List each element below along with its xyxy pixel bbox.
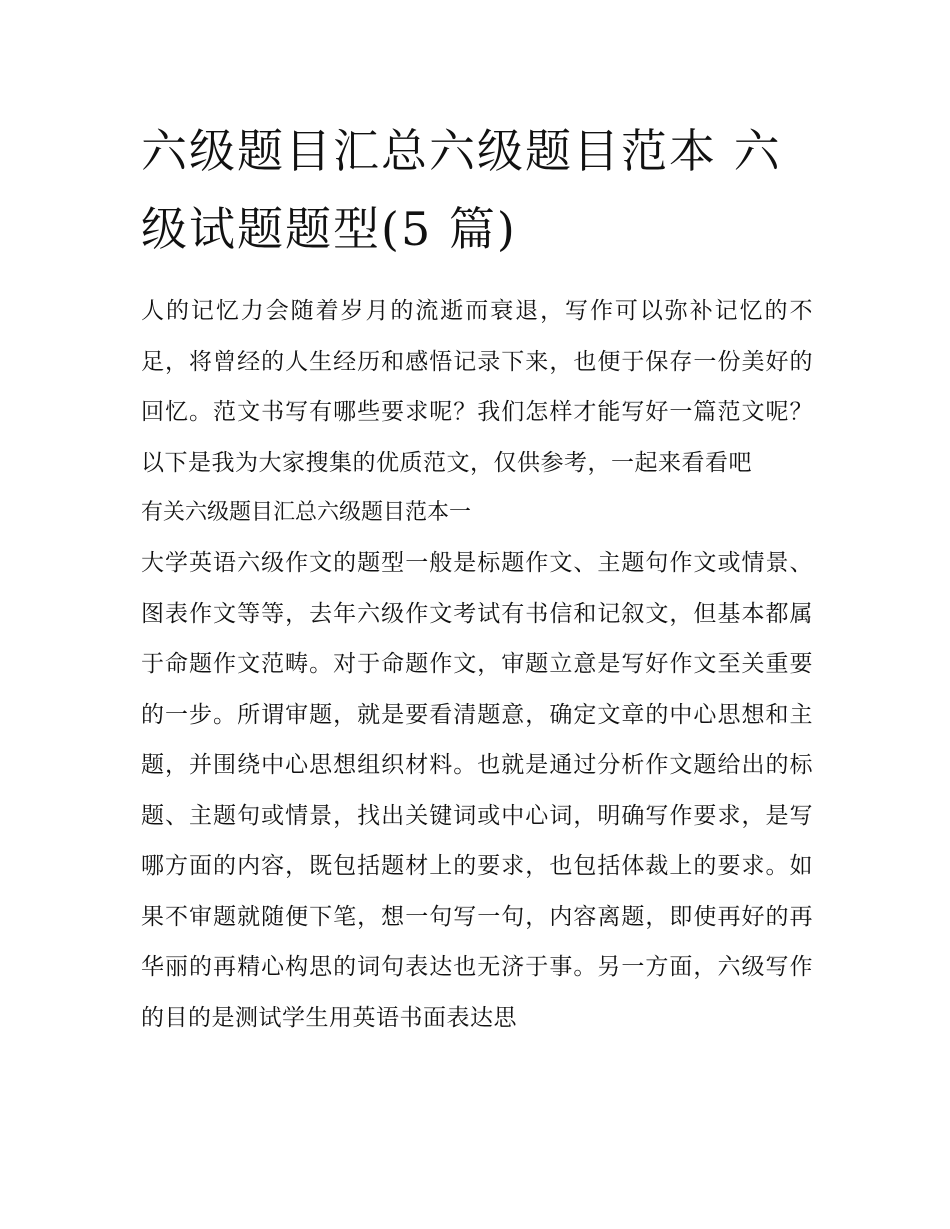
body-paragraph: 大学英语六级作文的题型一般是标题作文、主题句作文或情景、图表作文等等，去年六级作文考试有书信和记叙文，但基本都属于命题作文范畴。对于命题作文，审题立意是写好作文至关重要的一步。所谓审题，就是要看清题意，确定文章的中心思想和主题，并围绕中心思想组织材料。也就是通过分析作文题给出的标题、主题句或情景，找出关键词或中心词，明确写作要求，是写哪方面的内容，既包括题材上的要求，也包括体裁上的要求。如果不审题就随便下笔，想一句写一句，内容离题，即使再好的再华丽的再精心构思的词句表达也无济于事。另一方面，六级写作的目的是测试学生用英语书面表达思 (141, 550, 813, 1031)
intro-paragraph: 人的记忆力会随着岁月的流逝而衰退，写作可以弥补记忆的不足，将曾经的人生经历和感悟记录下来，也便于保存一份美好的回忆。范文书写有哪些要求呢？我们怎样才能写好一篇范文呢？以下是我为大家搜集的优质范文，仅供参考，一起来看看吧 (141, 298, 813, 476)
section-heading: 有关六级题目汇总六级题目范本一 (141, 500, 472, 525)
document-page (141, 112, 813, 1043)
document-title: 六级题目汇总六级题目范本 六级试题题型(5 篇) (141, 124, 782, 256)
